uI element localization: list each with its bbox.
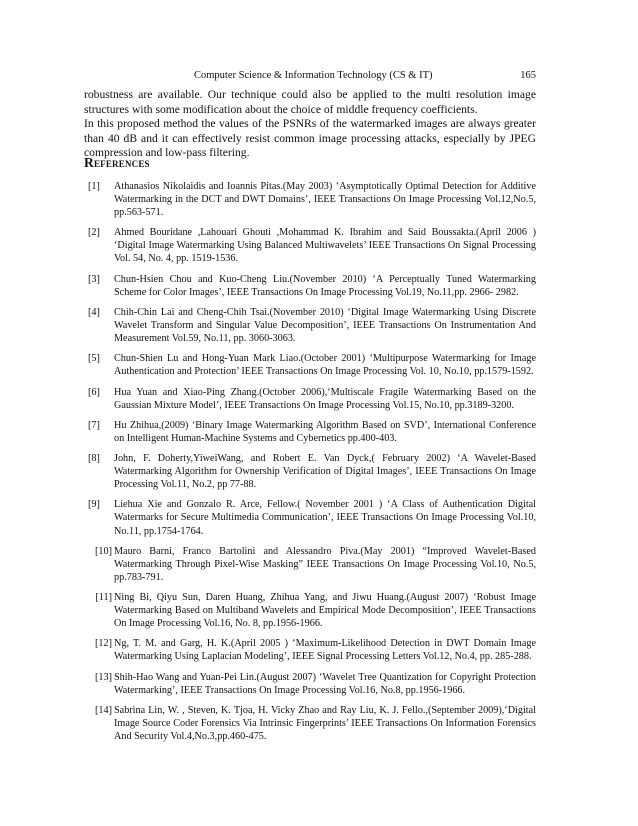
paragraph: In this proposed method the values of the PSNRs of the watermarked images are always greater than 40 dB and it can effectively resist common image processing attacks, especially by JPEG compression and low-pass filtering.: [84, 117, 536, 160]
reference-text: Chun-Shien Lu and Hong-Yuan Mark Liao.(October 2001) ‘Multipurpose Watermarking for Image Authentication and Protection’ IEEE Transactions On Image Processing Vol. 10, No.10, pp.1579-1592.: [114, 353, 536, 378]
journal-title: Computer Science & Information Technology (CS & IT): [194, 70, 433, 81]
running-header: [84, 70, 536, 84]
reference-item: [84, 352, 536, 378]
reference-item: [84, 226, 536, 265]
reference-text: Athanasios Nikolaidis and Ioannis Pitas.(May 2003) ‘Asymptotically Optimal Detection for Additive Watermarking in the DCT and DWT Domains’, IEEE Transactions On Image Processing Vol.12,No.5, pp.563-571.: [114, 181, 536, 219]
reference-number: [7]: [88, 419, 100, 431]
reference-number: [1]: [88, 181, 100, 192]
reference-text: Hu Zhihua,(2009) ‘Binary Image Watermarking Algorithm Based on SVD’, International Conference on Intelligent Human-Machine Systems and Cybernetics pp.400-403.: [114, 419, 536, 444]
reference-number: [4]: [88, 306, 100, 318]
references-heading: References: [84, 155, 150, 170]
reference-text: Sabrina Lin, W. , Steven, K. Tjoa, H. Vicky Zhao and Ray Liu, K. J. Fello.,(September 2009),‘Digital Image Source Coder Forensics Via Intrinsic Fingerprints’ IEEE Transactions On Information Forensics And Security Vol.4,No.3,pp.460-475.: [114, 704, 536, 743]
reference-number: [2]: [88, 227, 100, 239]
reference-number: [5]: [88, 353, 100, 365]
reference-item: [84, 180, 536, 219]
reference-item: [84, 273, 536, 299]
reference-number: [13]: [95, 671, 112, 683]
reference-item: [84, 498, 536, 537]
reference-item: [84, 452, 536, 491]
reference-number: [14]: [95, 704, 112, 716]
reference-item: [84, 704, 536, 743]
page-number: 165: [520, 70, 536, 81]
reference-text: Mauro Barni, Franco Bartolini and Alessandro Piva.(May 2001) “Improved Wavelet-Based Watermarking Through Pixel-Wise Masking” IEEE Transactions On Image Processing Vol.10, No.5, pp.783-791.: [114, 545, 536, 583]
reference-list: [84, 180, 536, 750]
reference-text: John, F. Doherty,YiweiWang, and Robert E. Van Dyck,( February 2002) ‘A Wavelet-Based Watermarking Algorithm for Ownership Verification of Digital Images’, IEEE Transactions On Image Processing Vol.11, No.2, pp 77-88.: [114, 453, 536, 491]
reference-item: [84, 591, 536, 630]
reference-number: [12]: [95, 638, 112, 650]
reference-number: [3]: [88, 273, 100, 285]
paragraph: robustness are available. Our technique could also be applied to the multi resolution image structures with some modification about the choice of middle frequency coefficients.: [84, 88, 536, 116]
body-text: [84, 88, 536, 161]
reference-number: [11]: [95, 592, 112, 604]
reference-item: [84, 637, 536, 663]
reference-text: Ng, T. M. and Garg, H. K.(April 2005 ) ‘Maximum-Likelihood Detection in DWT Domain Image Watermarking Using Laplacian Modeling’, IEEE Signal Processing Letters Vol.12, No.4, pp. 285-288.: [114, 638, 536, 663]
reference-item: [84, 306, 536, 345]
reference-number: [6]: [88, 386, 100, 398]
reference-text: Ahmed Bouridane ,Lahouari Ghouti ,Mohammad K. Ibrahim and Said Boussakta.(April 2006 ) ‘Digital Image Watermarking Using Balanced Multiwavelets’ IEEE Transactions On Signal Processing Vol. 54, No. 4, pp. 1519-1536.: [114, 227, 536, 265]
reference-item: [84, 545, 536, 584]
reference-number: [9]: [88, 499, 100, 511]
reference-text: Chun-Hsien Chou and Kuo-Cheng Liu.(November 2010) ‘A Perceptually Tuned Watermarking Scheme for Color Images’, IEEE Transactions On Image Processing Vol.19, No.11,pp. 2966- 2982.: [114, 273, 536, 298]
reference-text: Ning Bi, Qiyu Sun, Daren Huang, Zhihua Yang, and Jiwu Huang.(August 2007) ‘Robust Image Watermarking Based on Multiband Wavelets and Empirical Mode Decomposition’, IEEE Transactions On Image Processing Vol.16, No. 8, pp.1956-1966.: [114, 592, 536, 630]
reference-item: [84, 419, 536, 445]
reference-item: [84, 386, 536, 412]
reference-item: [84, 671, 536, 697]
reference-text: Chih-Chin Lai and Cheng-Chih Tsai.(November 2010) ‘Digital Image Watermarking Using Discrete Wavelet Transform and Singular Value Decomposition’, IEEE Transactions On Instrumentation And Measurement Vol.59, No.11, pp. 3060-3063.: [114, 306, 536, 345]
reference-text: Hua Yuan and Xiao-Ping Zhang.(October 2006),‘Multiscale Fragile Watermarking Based on the Gaussian Mixture Model’, IEEE Transactions On Image Processing Vol.15, No.10, pp.3189-3200.: [114, 386, 536, 411]
reference-number: [8]: [88, 453, 100, 465]
reference-text: Shih-Hao Wang and Yuan-Pei Lin.(August 2007) ‘Wavelet Tree Quantization for Copyright Protection Watermarking’, IEEE Transactions On Image Processing Vol.16, No.8, pp.1956-1966.: [114, 671, 536, 696]
reference-number: [10]: [95, 545, 112, 557]
reference-text: Liehua Xie and Gonzalo R. Arce, Fellow.( November 2001 ) ‘A Class of Authentication Digital Watermarks for Secure Multimedia Communication’, IEEE Transactions On Image Processing Vol.10, No.11, pp.1754-1764.: [114, 499, 536, 537]
